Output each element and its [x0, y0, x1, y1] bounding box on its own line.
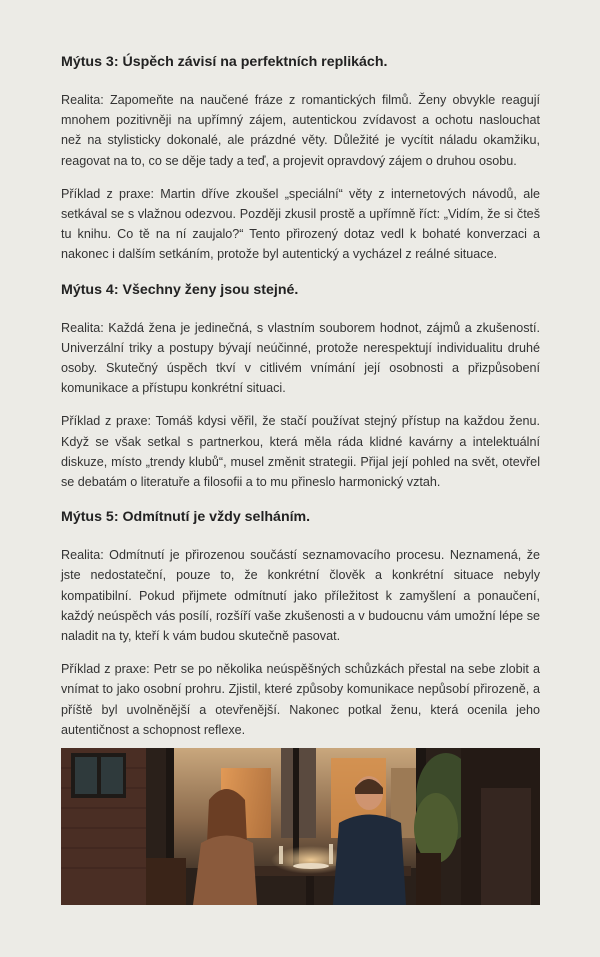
section-heading: Mýtus 5: Odmítnutí je vždy selháním.: [61, 509, 311, 526]
section-myth-4: [61, 280, 540, 493]
reality-paragraph: Realita: Každá žena je jedinečná, s vlastním souborem hodnot, zájmů a zkušeností. Univerzální triky a postupy bývají neúčinné, protože nerespektují individualitu druhé osoby. Skutečný úspěch tkví v citlivém vnímání její osobnosti a přizpůsobení komunikace a přístupu konkrétní situaci.: [61, 320, 540, 396]
example-paragraph: Příklad z praxe: Petr se po několika neúspěšných schůzkách přestal na sebe zlobit a vnímat to jako osobní prohru. Zjistil, které způsoby komunikace nepůsobí přirozeně, a příště byl uvolněnější a otevřenější. Nakonec potkal ženu, která ocenila jeho autentičnost a schopnost reflexe.: [61, 662, 540, 737]
section-heading: Mýtus 4: Všechny ženy jsou stejné.: [61, 281, 299, 298]
example-paragraph: Příklad z praxe: Tomáš kdysi věřil, že stačí používat stejný přístup na každou ženu. Když se však setkal s partnerkou, která měla ráda klidné kavárny a intelektuální diskuze, místo „trendy klubů“, musel změnit strategii. Přijal její pohled na svět, otevřel se debatám o literatuře a filosofii a to mu přineslo harmonický vztah.: [61, 414, 540, 490]
article-body: [61, 52, 540, 740]
example-paragraph: Příklad z praxe: Martin dříve zkoušel „speciální“ věty z internetových návodů, ale setkával se s vlažnou odezvou. Později zkusil prostě a upřímně říct: „Vidím, že si čteš tu knihu. Co tě na ní zaujalo?“ Tento přirozený dotaz vedl k bohaté konverzaci a nakonec i dalším setkáním, protože byl autentický a vycházel z reálné situace.: [61, 186, 540, 262]
section-heading: Mýtus 3: Úspěch závisí na perfektních replikách.: [61, 54, 388, 70]
section-myth-5: [61, 507, 540, 740]
reality-paragraph: Realita: Odmítnutí je přirozenou součástí seznamovacího procesu. Neznamená, že jste nedostateční, pouze to, že konkrétní člověk a konkrétní situace nebyly kompatibilní. Pokud přijmete odmítnutí jako příležitost k zamyšlení a ponaučení, každý neúspěch vás posílí, rozšíří vaše zkušenosti a v budoucnu vám umožní lépe se naladit na ty, kteří k vám budou skutečně pasovat.: [61, 548, 540, 644]
reality-paragraph: Realita: Zapomeňte na naučené fráze z romantických filmů. Ženy obvykle reagují mnohem pozitivněji na upřímný zájem, autentickou zvídavost a ochotu naslouchat než na stylisticky dokonalé, ale prázdné věty. Důležité je vycítit náladu okamžiku, reagovat na to, co se děje tady a teď, a projevit opravdový zájem o druhou osobu.: [61, 93, 540, 168]
cafe-couple-photo: [61, 748, 540, 905]
section-myth-3: [61, 52, 540, 265]
